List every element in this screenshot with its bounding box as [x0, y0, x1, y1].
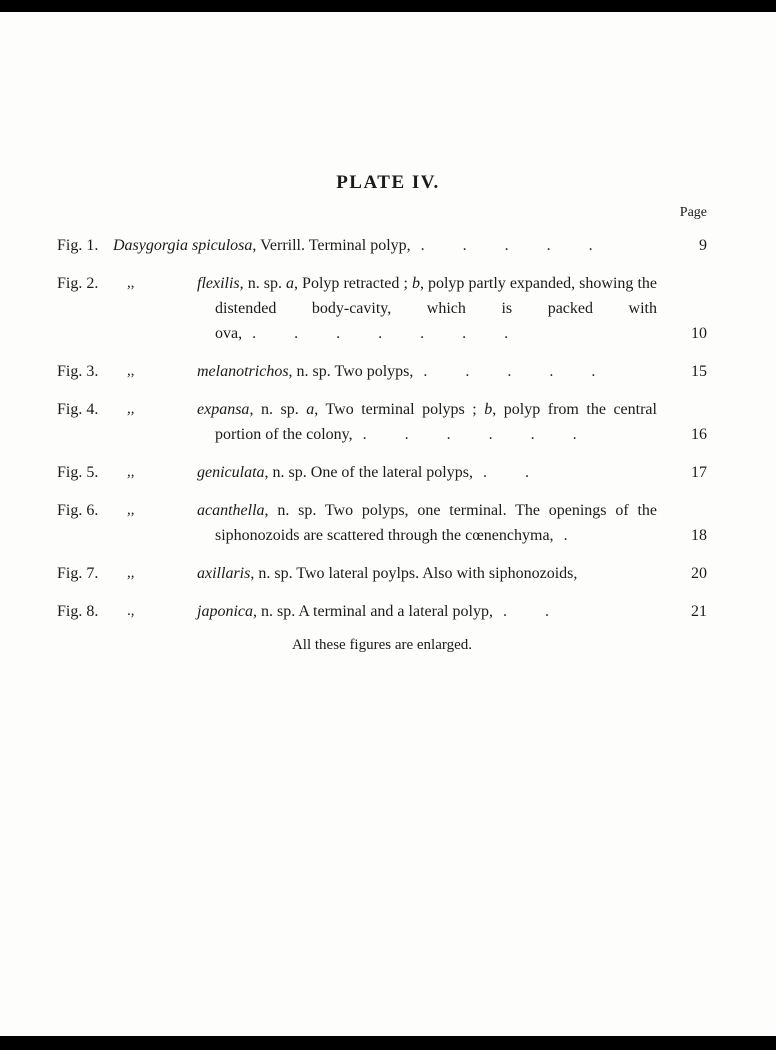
- description-text: , Two terminal polyps ;: [314, 401, 485, 418]
- table-row: [57, 561, 707, 586]
- table-row: [57, 233, 707, 258]
- dot-leaders: . . . . . . .: [252, 325, 509, 342]
- page-number: 10: [691, 325, 707, 342]
- footer-note: All these figures are enlarged.: [291, 637, 473, 653]
- table-row: [57, 460, 707, 485]
- description-text: , Verrill. Terminal polyp,: [252, 237, 411, 254]
- page-number: 18: [691, 527, 707, 544]
- page-number: 16: [691, 426, 707, 443]
- description-text: , n. sp. One of the lateral polyps,: [264, 464, 473, 481]
- table-row: [57, 359, 707, 384]
- entry-description: [197, 460, 657, 485]
- species-name: a: [306, 401, 315, 418]
- description-text: , n. sp.: [239, 275, 287, 292]
- page-number: 21: [691, 603, 707, 620]
- fig-label: Fig. 2.: [57, 275, 99, 292]
- description-text: , n. sp. A terminal and a lateral polyp,: [253, 603, 493, 620]
- fig-label: Fig. 7.: [57, 565, 99, 582]
- entry-description: [197, 599, 657, 624]
- entry-description: [113, 233, 657, 258]
- plate-title: PLATE IV.: [336, 172, 440, 193]
- ditto-mark: ,,: [127, 363, 135, 379]
- species-name: b: [411, 275, 420, 292]
- species-name: a: [286, 275, 295, 292]
- description-text: , n. sp. Two lateral poylps. Also with siphonozoids,: [250, 565, 578, 582]
- ditto-mark: ,,: [127, 502, 135, 518]
- dot-leaders: .: [563, 527, 568, 544]
- fig-label: Fig. 5.: [57, 464, 99, 481]
- fig-label: Fig. 1.: [57, 237, 99, 254]
- species-name: axillaris: [197, 565, 251, 582]
- species-name: Dasygorgia spiculosa: [113, 237, 253, 254]
- page-number: 9: [699, 237, 707, 254]
- page-number: 20: [691, 565, 707, 582]
- description-text: , n. sp. Two polyps,: [288, 363, 414, 380]
- entry-description: [197, 271, 657, 346]
- description-text: , polyp from the central portion of the colony,: [215, 401, 657, 443]
- dot-leaders: . . . . .: [420, 237, 593, 254]
- page-number: 15: [691, 363, 707, 380]
- entry-description: [197, 498, 657, 548]
- table-row: [57, 397, 707, 447]
- table-row: [57, 599, 707, 624]
- species-name: expansa: [197, 401, 250, 418]
- ditto-mark: ,,: [127, 275, 135, 291]
- fig-label: Fig. 3.: [57, 363, 99, 380]
- dot-leaders: . .: [482, 464, 529, 481]
- table-row: [57, 271, 707, 346]
- ditto-mark: ,,: [127, 401, 135, 417]
- page-number: 17: [691, 464, 707, 481]
- figure-list: [57, 233, 707, 624]
- species-name: b: [484, 401, 493, 418]
- description-text: , n. sp. Two polyps, one terminal. The openings of the siphonozoids are scattered through the cœnenchyma,: [215, 502, 657, 544]
- scan-artifact-bottom-bar: [0, 1036, 776, 1050]
- plate-content: [57, 233, 707, 654]
- description-text: , n. sp.: [249, 401, 307, 418]
- scan-artifact-top-bar: [0, 0, 776, 12]
- ditto-mark: ,,: [127, 464, 135, 480]
- species-name: japonica: [197, 603, 253, 620]
- fig-label: Fig. 4.: [57, 401, 99, 418]
- dot-leaders: . .: [502, 603, 549, 620]
- ditto-mark: .,: [127, 603, 135, 619]
- dot-leaders: . . . . . .: [362, 426, 577, 443]
- fig-label: Fig. 8.: [57, 603, 99, 620]
- species-name: melanotrichos: [197, 363, 289, 380]
- table-row: [57, 498, 707, 548]
- page-column-header: Page: [679, 205, 707, 220]
- description-text: , polyp partly expanded, showing the distended body-cavity, which is packed with ova,: [215, 275, 657, 342]
- species-name: geniculata: [197, 464, 265, 481]
- species-name: acanthella: [197, 502, 265, 519]
- dot-leaders: . . . . .: [423, 363, 596, 380]
- ditto-mark: ,,: [127, 565, 135, 581]
- entry-description: [197, 359, 657, 384]
- species-name: flexilis: [197, 275, 240, 292]
- entry-description: [197, 397, 657, 447]
- description-text: , Polyp retracted ;: [294, 275, 412, 292]
- fig-label: Fig. 6.: [57, 502, 99, 519]
- entry-description: [197, 561, 657, 586]
